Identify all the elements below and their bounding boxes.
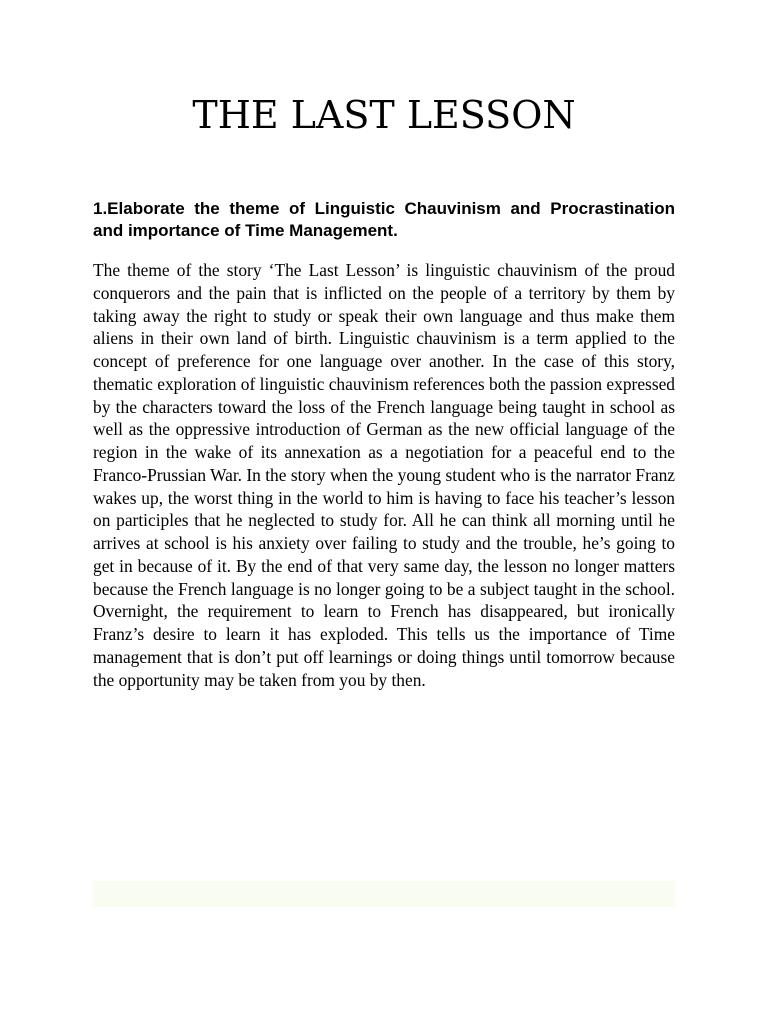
answer-paragraph: The theme of the story ‘The Last Lesson’ is linguistic chauvinism of the proud conquerors and the pain that is inflicted on the people of a territory by them by taking away the right to study or speak their own language and thus make them aliens in their own land of birth. Linguistic chauvinism is a term applied to the concept of preference for one language over another. In the case of this story, thematic exploration of linguistic chauvinism references both the passion expressed by the characters toward the loss of the French language being taught in school as well as the oppressive introduction of German as the new official language of the region in the wake of its annexation as a negotiation for a peaceful end to the Franco-Prussian War. In the story when the young student who is the narrator Franz wakes up, the worst thing in the world to him is having to face his teacher’s lesson on participles that he neglected to study for. All he can think all morning until he arrives at school is his anxiety over failing to study and the trouble, he’s going to get in because of it. By the end of that very same day, the lesson no longer matters because the French language is no longer going to be a subject taught in the school. Overnight, the requirement to learn to French has disappeared, but ironically Franz’s desire to learn it has exploded. This tells us the importance of Time management that is don’t put off learnings or doing things until tomorrow because the opportunity may be taken from you by then. bbox=[93, 260, 675, 690]
document-title: THE LAST LESSON bbox=[192, 93, 576, 137]
highlight-band bbox=[93, 881, 675, 907]
question-heading: 1.Elaborate the theme of Linguistic Chauvinism and Procrastination and importance of Time Management. bbox=[93, 199, 675, 240]
